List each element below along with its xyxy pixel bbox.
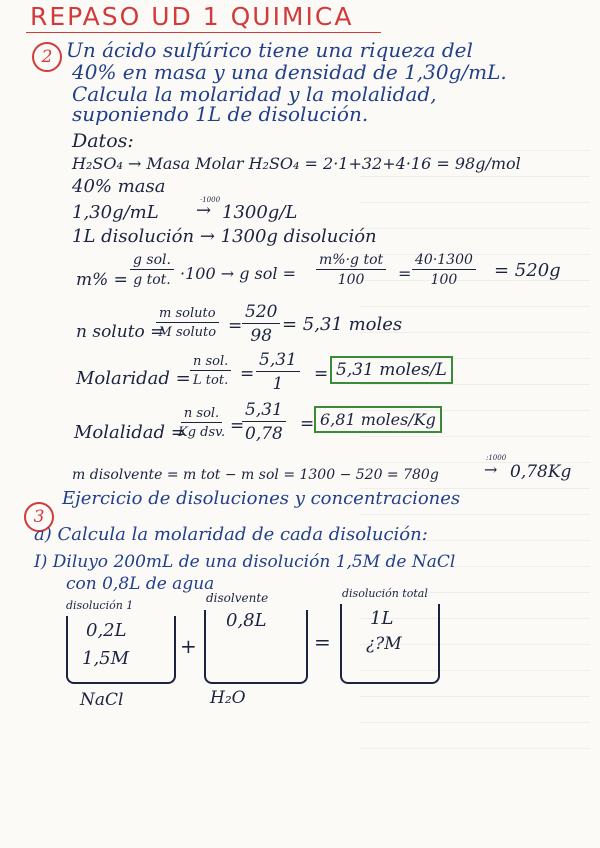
molalidad-result-box: 6,81 moles/Kg bbox=[314, 406, 442, 433]
molalidad-eq: = bbox=[230, 416, 245, 436]
beaker-1-substance: NaCl bbox=[80, 690, 124, 710]
problem-3-heading: Ejercicio de disoluciones y concentraciones bbox=[62, 488, 461, 509]
moles-lhs: n soluto = bbox=[76, 322, 165, 342]
datos-density: 1,30g/mL bbox=[72, 202, 159, 223]
datos-1L-disolucion: 1L disolución → 1300g disolución bbox=[72, 226, 377, 247]
molaridad-fraction-2 bbox=[256, 350, 300, 394]
mass-percent-f1-den: g tot. bbox=[133, 272, 171, 288]
datos-mass-percent: 40% masa bbox=[72, 176, 166, 197]
conversion-arrow: → bbox=[196, 200, 212, 221]
mass-percent-f1-num: g sol. bbox=[130, 252, 174, 270]
moles-fraction-2 bbox=[242, 302, 280, 346]
moles-result: = 5,31 moles bbox=[282, 314, 403, 335]
molaridad-f2-den: 1 bbox=[272, 374, 284, 394]
beaker-2-substance: H₂O bbox=[210, 688, 246, 708]
molaridad-f1-den: L tot. bbox=[193, 373, 229, 388]
molalidad-f1-num: n sol. bbox=[181, 406, 222, 423]
molaridad-eq: = bbox=[240, 364, 255, 384]
molaridad-f2-num: 5,31 bbox=[256, 350, 300, 372]
moles-f1-num: m soluto bbox=[156, 306, 219, 323]
datos-molar-mass: H₂SO₄ → Masa Molar H₂SO₄ = 2·1+32+4·16 = 98g/mol bbox=[72, 154, 521, 173]
problem-3-part-a: a) Calcula la molaridad de cada disolución: bbox=[34, 524, 428, 545]
disolvente-conversion-label: :1000 bbox=[486, 454, 507, 462]
moles-eq: = bbox=[228, 316, 243, 336]
beaker-3-volume: 1L bbox=[370, 608, 394, 629]
mass-percent-lhs: m% = bbox=[76, 270, 128, 290]
moles-fraction-1 bbox=[156, 306, 219, 340]
beaker-3-concentration: ¿?M bbox=[366, 634, 402, 654]
problem-2-statement-line2: 40% en masa y una densidad de 1,30g/mL. bbox=[72, 60, 507, 84]
mass-percent-fraction-3 bbox=[412, 252, 476, 288]
molalidad-f2-den: 0,78 bbox=[245, 424, 283, 444]
beaker-1-label: disolución 1 bbox=[66, 599, 134, 612]
molalidad-f2-num: 5,31 bbox=[242, 400, 286, 422]
datos-density-gl: 1300g/L bbox=[222, 202, 298, 223]
molalidad-lhs: Molalidad = bbox=[74, 422, 186, 443]
mass-percent-f3-den: 100 bbox=[430, 272, 458, 288]
equals-sign: = bbox=[314, 630, 331, 654]
molaridad-result-box: 5,31 moles/L bbox=[330, 356, 453, 384]
mass-percent-result: = 520g bbox=[494, 260, 561, 281]
beaker-3-label: disolución total bbox=[342, 587, 428, 600]
problem-3-part-I-line2: con 0,8L de agua bbox=[66, 574, 215, 594]
title-underline bbox=[26, 32, 381, 33]
molalidad-fraction-1 bbox=[178, 406, 225, 440]
problem-3-part-I-line1: I) Diluyo 200mL de una disolución 1,5M de NaCl bbox=[34, 552, 456, 572]
molaridad-eq2: = bbox=[314, 364, 329, 384]
molaridad-lhs: Molaridad = bbox=[76, 368, 191, 389]
mass-percent-fraction-2 bbox=[316, 252, 386, 288]
disolvente-result: 0,78Kg bbox=[510, 462, 572, 482]
problem-3-number: 3 bbox=[24, 502, 54, 532]
disolvente-arrow: → bbox=[484, 460, 498, 479]
moles-f1-den: M soluto bbox=[158, 325, 217, 340]
beaker-2-volume: 0,8L bbox=[226, 610, 267, 631]
plus-sign: + bbox=[180, 634, 197, 658]
disolvente-line: m disolvente = m tot − m sol = 1300 − 520 = 780g bbox=[72, 467, 439, 483]
problem-2-statement-line1: Un ácido sulfúrico tiene una riqueza del bbox=[66, 38, 473, 62]
molaridad-fraction-1 bbox=[190, 354, 231, 388]
moles-f2-num: 520 bbox=[242, 302, 280, 324]
mass-percent-f3-num: 40·1300 bbox=[412, 252, 476, 270]
molalidad-f1-den: Kg dsv. bbox=[178, 425, 226, 440]
molalidad-eq2: = bbox=[300, 414, 315, 434]
molaridad-f1-num: n sol. bbox=[190, 354, 231, 371]
beaker-1-concentration: 1,5M bbox=[82, 648, 130, 669]
molalidad-fraction-2 bbox=[242, 400, 286, 444]
datos-label: Datos: bbox=[72, 130, 134, 152]
mass-percent-f2-num: m%·g tot bbox=[316, 252, 386, 270]
beaker-1-volume: 0,2L bbox=[86, 620, 127, 641]
problem-2-statement-line3: Calcula la molaridad y la molalidad, bbox=[72, 82, 437, 106]
mass-percent-fraction-1 bbox=[130, 252, 174, 288]
problem-2-number: 2 bbox=[32, 42, 62, 72]
mass-percent-eq: = bbox=[398, 264, 412, 283]
problem-2-statement-line4: suponiendo 1L de disolución. bbox=[72, 102, 369, 126]
mass-percent-mid: ·100 → g sol = bbox=[180, 264, 296, 283]
moles-f2-den: 98 bbox=[250, 326, 273, 346]
mass-percent-f2-den: 100 bbox=[337, 272, 365, 288]
beaker-2-label: disolvente bbox=[206, 591, 269, 605]
conversion-factor-label: ·1000 bbox=[200, 196, 221, 204]
page-title: REPASO UD 1 QUIMICA bbox=[30, 2, 354, 31]
